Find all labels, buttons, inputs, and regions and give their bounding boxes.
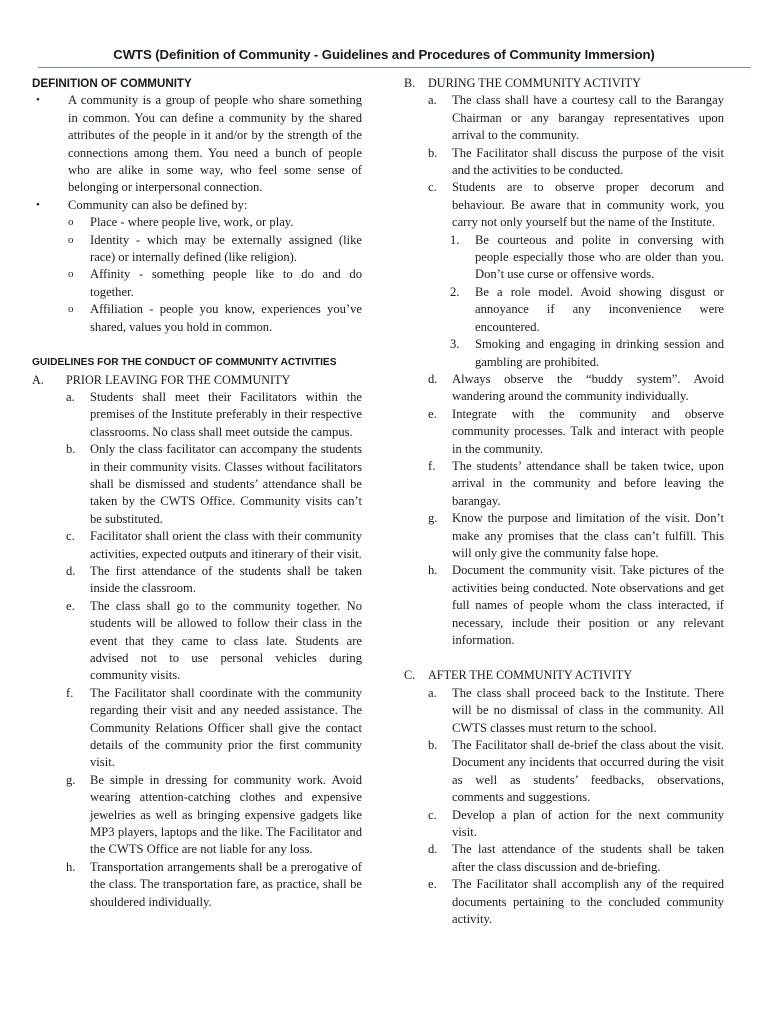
item-text: Always observe the “buddy system”. Avoid wandering around the community individually. [452,371,724,404]
item-text: Be a role model. Avoid showing disgust or annoyance if any inconvenience were encountered. [475,284,724,334]
item-text: Develop a plan of action for the next community visit. [452,807,724,840]
item-letter: e. [428,877,437,892]
item-text: The class shall have a courtesy call to the Barangay Chairman or any barangay representatives upon arrival to the community. [452,93,724,143]
item-letter: e. [66,598,75,613]
list-item [404,92,724,144]
item-letter: d. [428,842,438,857]
item-letter: g. [66,772,76,787]
item-letter: c. [428,180,437,195]
circle-bullet-icon: o [68,233,74,246]
circle-bullet-icon: o [68,303,74,316]
list-item [32,441,362,528]
list-item [404,737,724,807]
item-letter: b. [428,145,438,160]
item-text: Facilitator shall orient the class with their community activities, expected outputs and itinerary of their visit. [90,529,362,561]
item-text: Students shall meet their Facilitators within the premises of the Institute preferably in their respective classrooms. No class shall meet outside the campus. [90,389,362,439]
list-item [32,197,362,214]
sub-item-text: Identity - which may be externally assigned (like race) or internally defined (like religion). [90,232,362,265]
list-item [32,92,362,196]
left-column [32,75,362,911]
item-letter: d. [428,371,438,386]
item-text: Document the community visit. Take pictures of the activities being conducted. Note observations and get full names of people whom the class interacted, if necessary, include their position or any relevant information. [452,563,724,647]
item-text: The class shall proceed back to the Institute. There will be no dismissal of class in the community. All CWTS classes must return to the school. [452,685,724,735]
item-text: Students are to observe proper decorum and behaviour. Be aware that in community work, you carry not only yourself but the name of the Institute. [452,180,724,230]
section-b-heading [404,75,724,92]
list-item [32,232,362,267]
right-column [404,75,724,929]
item-text: The Facilitator shall de-brief the class about the visit. Document any incidents that occurred during the visit as well as students’ feedbacks, observations, comments and suggestions. [452,738,724,805]
item-text: Only the class facilitator can accompany the students in their community visits. Classes without facilitators shall be dismissed and students’ attendance shall be taken by the CWTS Office. Community visits can’t be substituted. [90,442,362,526]
section-letter: B. [404,76,416,90]
list-item [404,510,724,562]
item-letter: h. [66,859,76,874]
section-title: AFTER THE COMMUNITY ACTIVITY [428,668,633,683]
list-item [404,458,724,510]
item-text: Be simple in dressing for community work. Avoid wearing attention-catching clothes and expensive jewelries as well as bringing expensive gadgets like MP3 players, laptops and the like. The Facilitator and the CWTS Office are not liable for any loss. [90,772,362,857]
list-item [32,389,362,441]
item-text: The Facilitator shall discuss the purpose of the visit and the activities to be conducted. [452,145,724,178]
item-text: Be courteous and polite in conversing with people especially those who are older than you. Don’t use curse or offensive words. [475,232,724,282]
section-letter: C. [404,668,416,683]
item-letter: b. [428,738,438,753]
item-text: Smoking and engaging in drinking session and gambling are prohibited. [475,337,724,369]
section-title: PRIOR LEAVING FOR THE COMMUNITY [66,372,291,387]
item-letter: a. [66,389,75,404]
list-item [32,598,362,685]
section-c-heading [404,667,724,684]
item-number: 3. [450,337,460,352]
list-item [32,528,362,563]
numbered-item [404,284,724,336]
item-letter: h. [428,563,438,578]
list-item [404,179,724,231]
sub-item-text: Place - where people live, work, or play. [90,215,294,230]
list-item [32,301,362,336]
item-letter: f. [428,458,436,473]
item-letter: e. [428,406,437,421]
item-text: The last attendance of the students shall be taken after the class discussion and de-briefing. [452,842,724,874]
list-item [404,562,724,649]
list-item [32,266,362,301]
item-text: The Facilitator shall accomplish any of the required documents pertaining to the concluded community activity. [452,877,724,927]
item-letter: b. [66,442,76,457]
item-letter: g. [428,511,438,526]
list-item [32,563,362,598]
bullet-icon: • [36,198,40,211]
list-item [404,406,724,458]
item-letter: d. [66,563,76,578]
section-a-heading [32,372,362,389]
item-text: Know the purpose and limitation of the visit. Don’t make any promises that the class can’t fulfill. This will only give the community false hope. [452,511,724,560]
sub-item-text: Affiliation - people you know, experiences you’ve shared, values you hold in common. [90,302,362,334]
title-divider [38,67,751,68]
circle-bullet-icon: o [68,216,74,229]
item-text: Transportation arrangements shall be a prerogative of the class. The transportation fare, as practice, shall be shouldered individually. [90,859,362,909]
bullet-icon: • [36,94,40,107]
sub-item-text: Affinity - something people like to do and do together. [90,267,362,299]
list-item [32,859,362,911]
item-letter: c. [66,529,75,544]
definition-heading: DEFINITION OF COMMUNITY [32,77,192,90]
list-item [404,876,724,928]
item-letter: c. [428,807,437,822]
page-title: CWTS (Definition of Community - Guidelines and Procedures of Community Immersion) [113,47,655,62]
list-item [32,772,362,859]
item-letter: a. [428,685,437,700]
item-number: 2. [450,284,460,299]
item-text: The students’ attendance shall be taken twice, upon arrival in the community and before leaving the barangay. [452,458,724,508]
bullet-text: Community can also be defined by: [68,197,248,212]
item-text: The Facilitator shall coordinate with the community regarding their visit and any needed assistance. The Community Relations Officer shall give the contact details of the community prior the first community visit. [90,685,362,770]
list-item [404,371,724,406]
item-number: 1. [450,232,460,247]
section-title: DURING THE COMMUNITY ACTIVITY [428,76,641,90]
list-item [32,685,362,772]
item-text: The first attendance of the students shall be taken inside the classroom. [90,563,362,596]
guidelines-heading: GUIDELINES FOR THE CONDUCT OF COMMUNITY ACTIVITIES [32,357,337,369]
item-text: The class shall go to the community together. No students will be allowed to follow their class in the event that they came to class late. Students are advised not to use personal vehicles during community visits. [90,598,362,683]
list-item [404,841,724,876]
numbered-item [404,232,724,284]
section-letter: A. [32,372,44,387]
list-item [404,145,724,180]
numbered-item [404,336,724,371]
list-item [404,685,724,737]
circle-bullet-icon: o [68,268,74,281]
bullet-text: A community is a group of people who share something in common. You can define a community by the shared attributes of the people in it and/or by the strength of the connections among them. You need a bunch of people who are alike in some way, who feel some sense of belonging or interpersonal connection. [68,93,362,195]
list-item [32,214,362,231]
list-item [404,807,724,842]
item-letter: f. [66,685,74,700]
item-letter: a. [428,93,437,108]
item-text: Integrate with the community and observe community processes. Talk and interact with people in the community. [452,406,724,456]
